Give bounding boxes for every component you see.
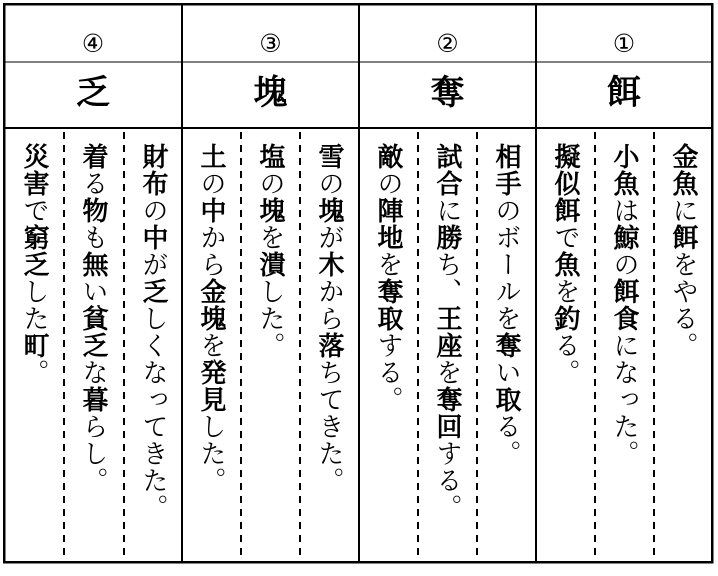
example-sentence xyxy=(250,143,290,563)
kana-segment: が xyxy=(138,251,168,278)
example-sentence xyxy=(604,143,644,563)
kana-segment: する。 xyxy=(373,332,403,413)
example-sentence xyxy=(545,143,585,563)
kana-segment: の xyxy=(314,170,344,197)
example-sentence xyxy=(73,143,113,563)
kana-segment: は xyxy=(609,197,639,224)
kanji-segment: 鯨 xyxy=(609,224,639,251)
kanji-segment: 塊 xyxy=(255,197,285,224)
kana-segment: を xyxy=(432,359,462,386)
kana-segment: る。 xyxy=(491,413,521,467)
kana-segment: する。 xyxy=(432,440,462,521)
kana-segment: も xyxy=(78,224,108,251)
kana-segment: の xyxy=(373,170,403,197)
example-sentence xyxy=(14,143,54,563)
kanji-segment: 雪 xyxy=(314,143,344,170)
kanji-segment: 小魚 xyxy=(609,143,639,197)
kana-segment: の xyxy=(138,197,168,224)
example-sentence xyxy=(191,143,231,563)
kanji-segment: 乏 xyxy=(138,278,168,305)
column-number: ② xyxy=(436,29,459,58)
kanji-segment: 塩 xyxy=(255,143,285,170)
kanji-segment: 中 xyxy=(138,224,168,251)
kana-segment: を xyxy=(196,332,226,359)
kanji-segment: 物 xyxy=(78,197,108,224)
kanji-segment: 奪取 xyxy=(373,278,403,332)
column-number: ① xyxy=(612,29,636,58)
kana-segment: になった。 xyxy=(609,332,639,467)
kanji-segment: 落 xyxy=(314,332,344,359)
kanji-segment: 町 xyxy=(19,332,49,359)
kanji-segment: 金塊 xyxy=(196,278,226,332)
kanji-segment: 相手 xyxy=(491,143,521,197)
kana-segment: を xyxy=(373,251,403,278)
kanji-segment: 取 xyxy=(491,386,521,413)
example-sentence xyxy=(427,143,467,563)
kanji-segment: 敵 xyxy=(373,143,403,170)
kanji-segment: 財布 xyxy=(138,143,168,197)
kanji-segment: 勝 xyxy=(432,224,462,251)
kanji-segment: 土 xyxy=(196,143,226,170)
kanji-segment: 奪 xyxy=(491,332,521,359)
column-kanji: 餌 xyxy=(607,73,641,113)
kanji-segment: 着 xyxy=(78,143,108,170)
kanji-segment: 暮 xyxy=(78,386,108,413)
kanji-segment: 災害 xyxy=(19,143,49,197)
column-number: ③ xyxy=(259,29,282,58)
kana-segment: から xyxy=(196,224,226,278)
kanji-segment: 塊 xyxy=(314,197,344,224)
kana-segment: な xyxy=(78,359,108,386)
kanji-segment: 擬似餌 xyxy=(550,143,580,224)
example-sentence xyxy=(663,143,703,563)
kanji-segment: 無 xyxy=(78,251,108,278)
kanji-segment: 魚 xyxy=(550,251,580,278)
example-sentence xyxy=(309,143,349,563)
kana-segment: が xyxy=(314,224,344,251)
example-sentence xyxy=(486,143,526,563)
kana-segment: をやる。 xyxy=(668,251,698,359)
kana-segment: の xyxy=(255,170,285,197)
kanji-segment: 木 xyxy=(314,251,344,278)
kanji-segment: 発見 xyxy=(196,359,226,413)
kana-segment: 。 xyxy=(19,359,49,386)
kana-segment: から xyxy=(314,278,344,332)
column-number: ④ xyxy=(81,29,105,58)
kanji-segment: 王座 xyxy=(432,305,462,359)
kana-segment: しくなってきた。 xyxy=(138,305,168,521)
kanji-segment: 餌食 xyxy=(609,278,639,332)
kana-segment: の xyxy=(196,170,226,197)
kana-segment: る xyxy=(78,170,108,197)
kanji-segment: 陣地 xyxy=(373,197,403,251)
kanji-segment: 潰 xyxy=(255,251,285,278)
column-kanji: 乏 xyxy=(76,73,110,113)
kanji-segment: 餌 xyxy=(668,224,698,251)
kana-segment: い xyxy=(491,359,521,386)
kana-segment: を xyxy=(550,278,580,305)
kanji-segment: 釣 xyxy=(550,305,580,332)
kana-segment: に xyxy=(432,197,462,224)
example-sentence xyxy=(368,143,408,563)
kanji-segment: 貧乏 xyxy=(78,305,108,359)
kana-segment: らし。 xyxy=(78,413,108,494)
kanji-segment: 窮乏 xyxy=(19,224,49,278)
kana-segment: ちてきた。 xyxy=(314,359,344,494)
kana-segment: のボールを xyxy=(491,197,521,332)
kana-segment: を xyxy=(255,224,285,251)
kana-segment: る。 xyxy=(550,332,580,386)
column-kanji: 奪 xyxy=(430,73,465,113)
kanji-segment: 奪回 xyxy=(432,386,462,440)
kanji-segment: 中 xyxy=(196,197,226,224)
kana-segment: で xyxy=(19,197,49,224)
kana-segment: した xyxy=(19,278,49,332)
kana-segment: ち、 xyxy=(432,251,462,305)
kana-segment: した。 xyxy=(196,413,226,494)
example-sentence xyxy=(133,143,173,563)
kana-segment: の xyxy=(609,251,639,278)
kana-segment: した。 xyxy=(255,278,285,359)
kanji-segment: 試合 xyxy=(432,143,462,197)
kana-segment: で xyxy=(550,224,580,251)
kanji-segment: 金魚 xyxy=(668,143,698,197)
kana-segment: に xyxy=(668,197,698,224)
kana-segment: い xyxy=(78,278,108,305)
column-kanji: 塊 xyxy=(253,73,288,113)
